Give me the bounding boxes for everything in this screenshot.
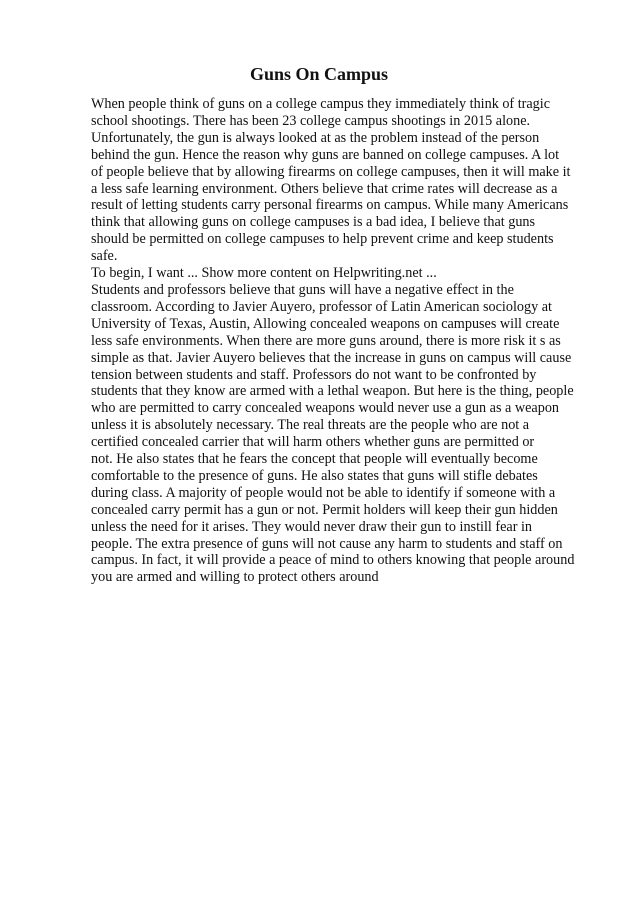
body-line: behind the gun. Hence the reason why guns are banned on college campuses. A lot [91,146,560,163]
body-line: University of Texas, Austin, Allowing concealed weapons on campuses will create [91,315,560,332]
document-title: Guns On Campus [249,64,389,84]
document-body [91,96,575,586]
body-line: not. He also states that he fears the concept that people will eventually become [91,451,538,468]
body-line: safe. [91,248,118,265]
body-line: less safe environments. When there are more guns around, there is more risk it s as [91,332,561,349]
body-line: think that allowing guns on college campuses is a bad idea, I believe that guns [91,214,536,231]
body-line: classroom. According to Javier Auyero, professor of Latin American sociology at [91,298,552,315]
body-line: of people believe that by allowing firearms on college campuses, then it will make it [91,163,571,180]
body-line: When people think of guns on a college campus they immediately think of tragic [91,96,550,112]
body-line: should be permitted on college campuses to help prevent crime and keep students [91,231,554,248]
body-line: campus. In fact, it will provide a peace of mind to others knowing that people around [91,552,575,569]
body-line: people. The extra presence of guns will not cause any harm to students and staff on [91,535,563,552]
body-line: school shootings. There has been 23 college campus shootings in 2015 alone. [91,112,531,129]
body-line: unless the need for it arises. They would never draw their gun to instill fear in [91,518,533,535]
body-line: students that they know are armed with a lethal weapon. But here is the thing, people [91,383,574,400]
body-line: during class. A majority of people would not be able to identify if someone with a [91,484,556,501]
body-line: Unfortunately, the gun is always looked at as the problem instead of the person [91,129,540,146]
body-line: result of letting students carry personal firearms on campus. While many Americans [91,197,569,214]
body-line: unless it is absolutely necessary. The real threats are the people who are not a [91,417,530,434]
body-line: Students and professors believe that guns will have a negative effect in the [91,281,514,298]
body-line: To begin, I want ... Show more content on Helpwriting.net ... [91,265,437,282]
body-line: tension between students and staff. Professors do not want to be confronted by [91,366,537,383]
body-line: certified concealed carrier that will harm others whether guns are permitted or [91,434,535,451]
body-line: comfortable to the presence of guns. He also states that guns will stifle debates [91,467,538,484]
body-line: a less safe learning environment. Others believe that crime rates will decrease as a [91,180,558,197]
body-line: who are permitted to carry concealed weapons would never use a gun as a weapon [91,400,560,417]
body-line: you are armed and willing to protect others around [91,569,379,586]
body-line: simple as that. Javier Auyero believes that the increase in guns on campus will cause [91,349,572,366]
body-line: concealed carry permit has a gun or not. Permit holders will keep their gun hidden [91,501,558,518]
